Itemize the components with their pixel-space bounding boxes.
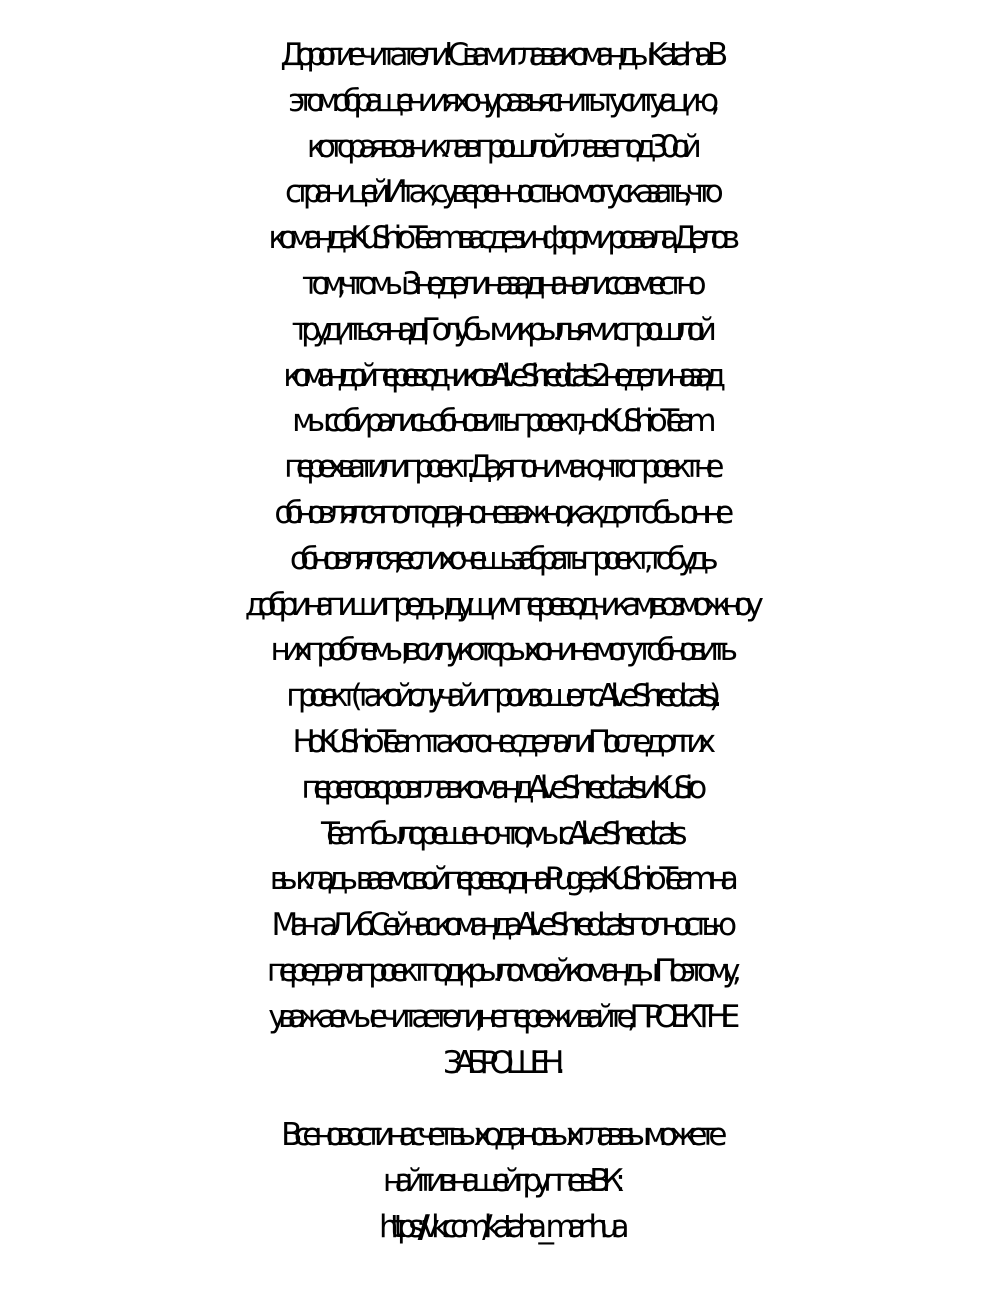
paragraph-line: командой переводчиков Alive Shredicats. 2 недели назад: [283, 357, 717, 394]
paragraph-line: добр и напиши предыдущим переводчикам, возможно у: [244, 586, 756, 623]
paragraph-line: них проблемы, в силу которых они не могут обновить: [270, 632, 730, 669]
paragraph-line: обновлялся полгода, но не важно, как долго бы он не: [274, 494, 726, 531]
news-line: Все новости насчет выхода новых глав вы можете: [281, 1117, 719, 1153]
paragraph-line: уважаемые читаетели, не переживайте, ПРОЕКТ НЕ: [268, 998, 732, 1035]
news-paragraph: [0, 1113, 1000, 1250]
paragraph-line: том, что мы 3 недели назад начали совместно: [302, 265, 698, 302]
paragraph-line: трудиться над Голубыми крыльями с прошлой: [291, 311, 709, 348]
paragraph-line: команда KuShiro Team вас дезинформировала. Дело в: [268, 220, 732, 257]
paragraph-line: страницей. Итак, с уверенностью могу сказать, что: [284, 174, 716, 211]
paragraph-line: выкладываем свой перевод на Puge, а KuShiro Team на: [269, 861, 731, 898]
paragraph-line: обновлялся, если хочешь забрать проект, то будь: [289, 540, 711, 577]
paragraph-line: Team было решено что, мы с Alive Shredicats: [321, 815, 679, 852]
paragraph-line: этом обращении я хочу разъяснить ту ситуацию,: [288, 82, 712, 119]
paragraph-line: которая возникла в прошлой главе под 30ой: [306, 128, 694, 165]
paragraph-line: ЗАБРОШЕН.: [443, 1044, 557, 1081]
paragraph-line: переговоров глав команд Alive Shredicats и KuSiro: [301, 769, 699, 806]
paragraph-line: мы собирались обновить проект, но KuShiro Team: [292, 403, 708, 440]
paragraph-line: Дорогие читатели! С вами глава команды Katalina. В: [280, 37, 720, 73]
vk-group-link[interactable]: https://vk.com/katalina_manhua: [379, 1208, 621, 1245]
paragraph-line: МангаЛиб. Сейчас команда Alive Shredicats полностью: [271, 907, 729, 944]
news-line: найти в нашей группе в ВК:: [382, 1162, 618, 1199]
paragraph-line: передала проект под крыло моей команды. Поэтому,: [266, 952, 734, 989]
announcement-paragraph: [0, 33, 1000, 1086]
paragraph-line: перехватили проект. Да, я понимаю, что проект не: [284, 449, 716, 486]
paragraph-line: проект (такой случай и произошел с Alive Shredicats).: [286, 678, 714, 715]
paragraph-line: Но KuShiro Team такого не сделали. После долгих: [292, 723, 708, 760]
